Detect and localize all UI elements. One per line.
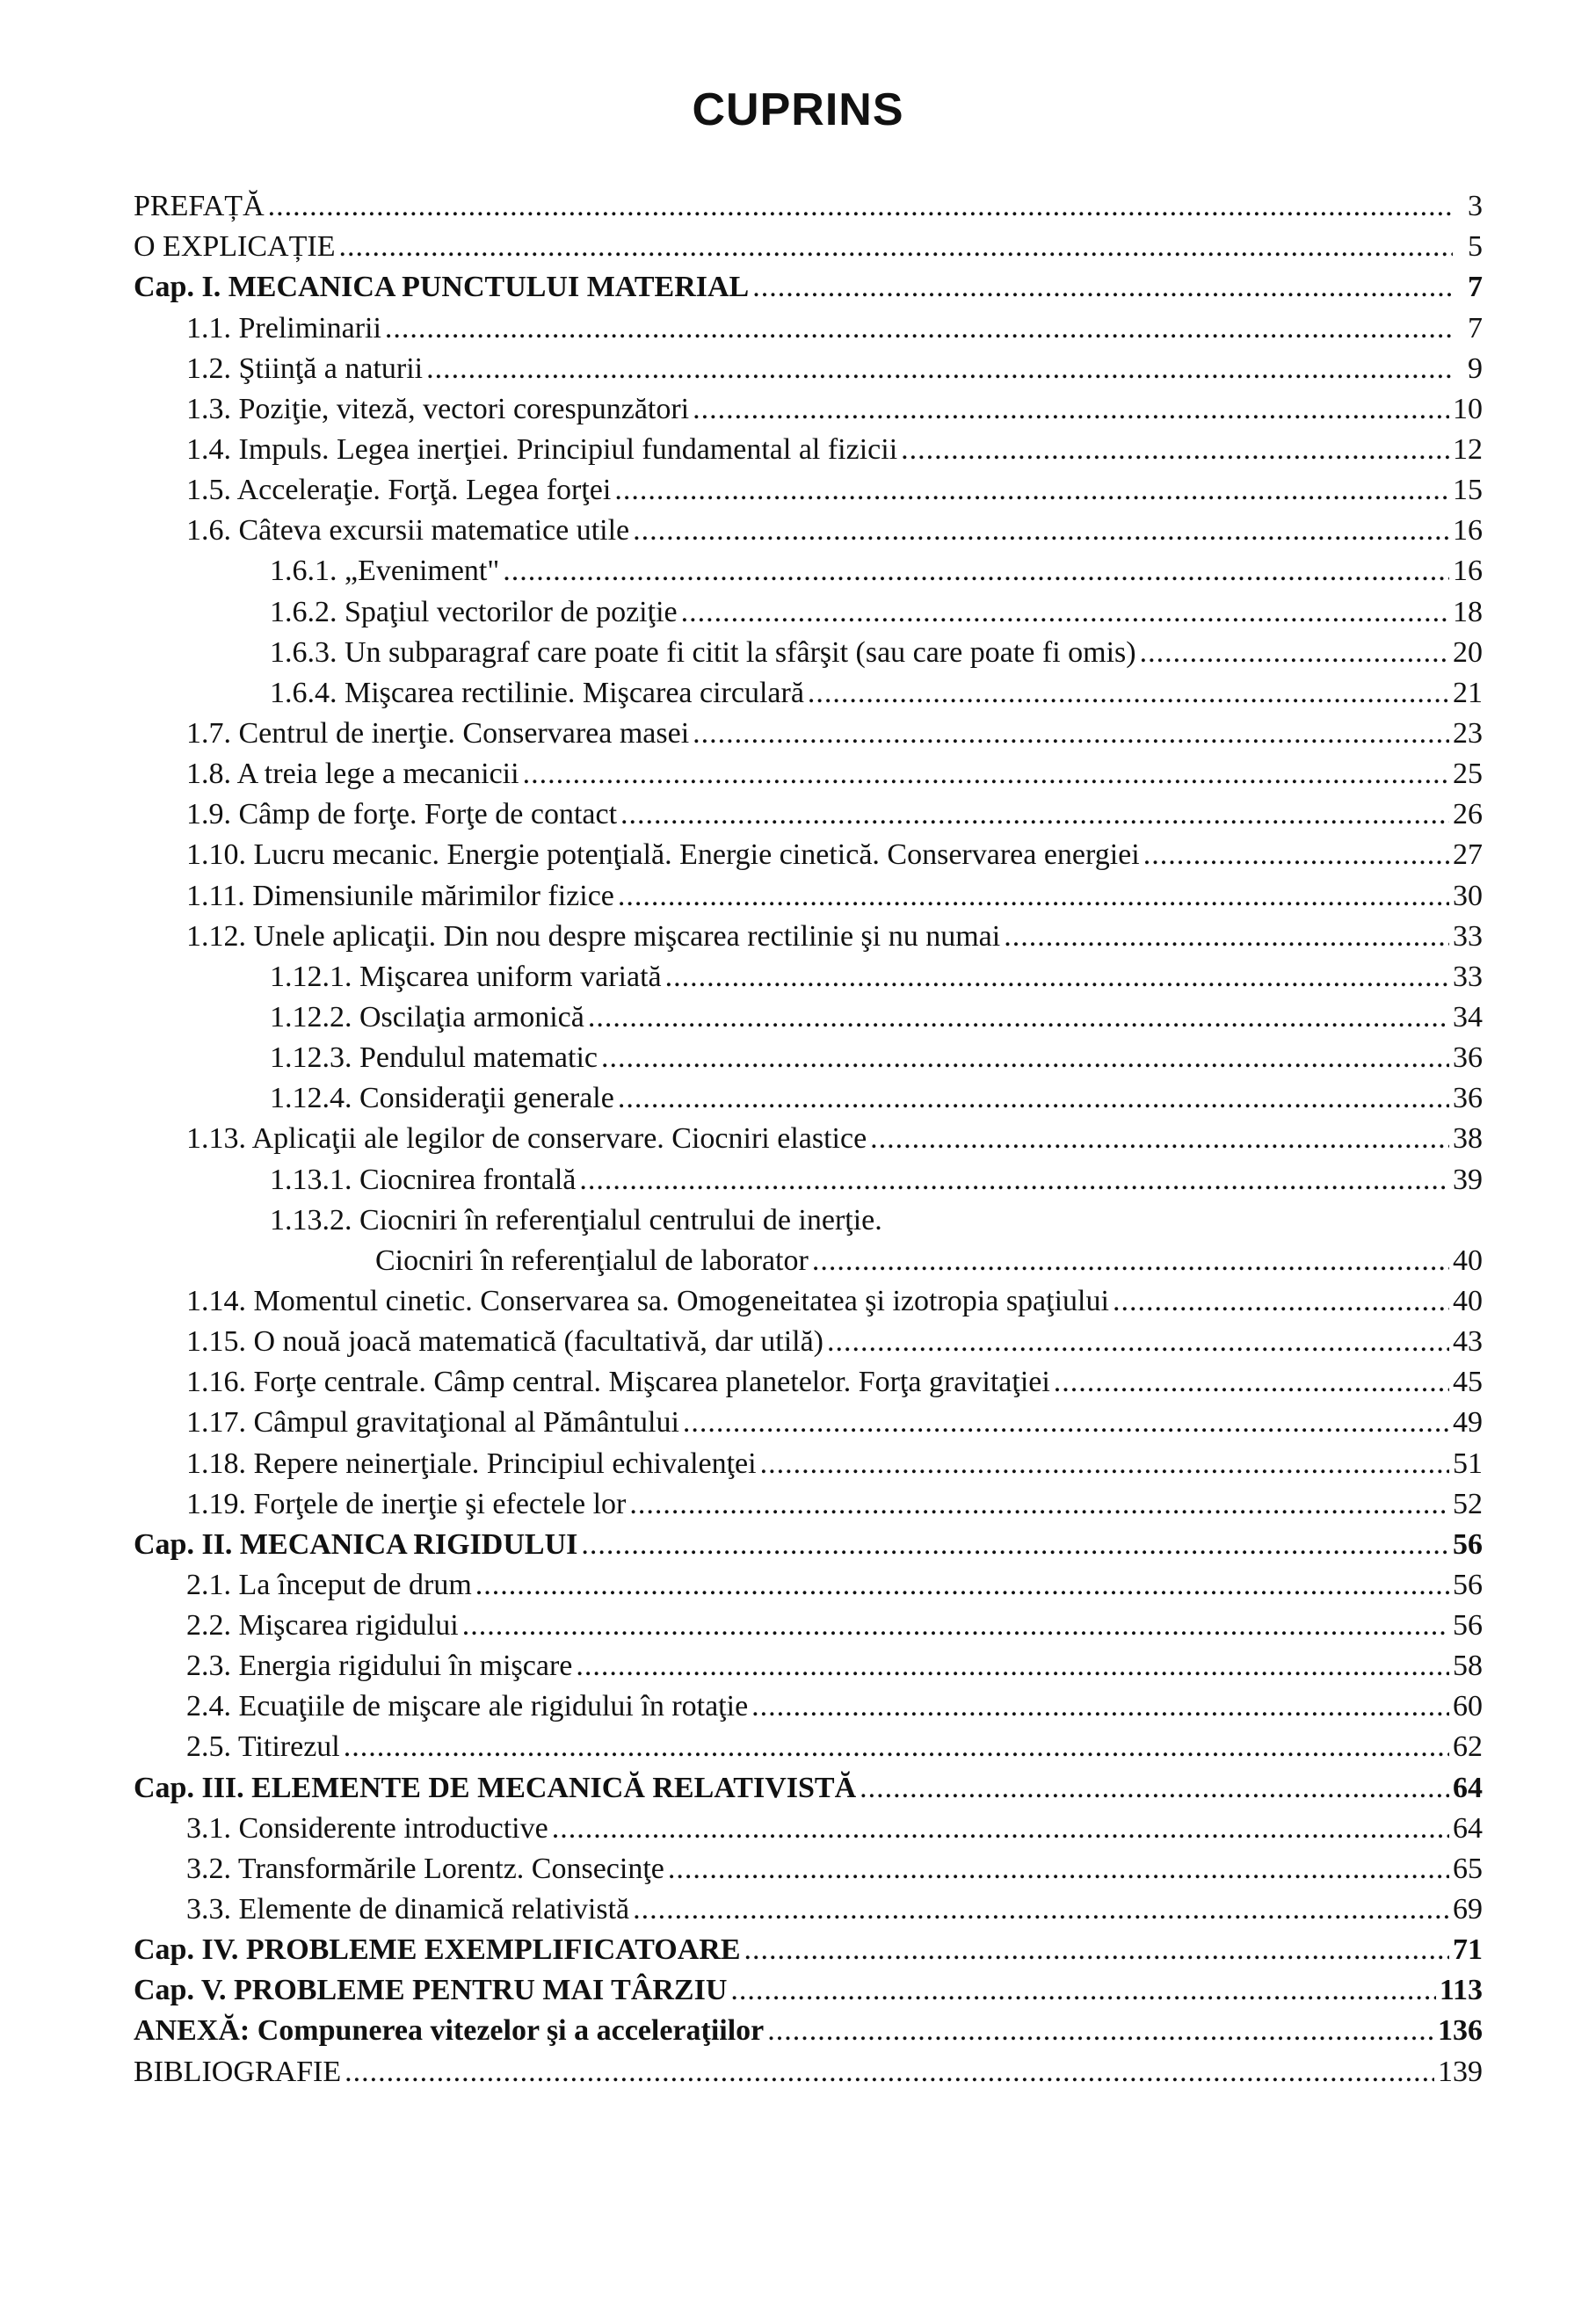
dot-leader <box>629 1488 1449 1521</box>
toc-entry <box>134 1115 1483 1156</box>
toc-entry-label: Cap. V. PROBLEME PENTRU MAI TÂRZIU <box>134 1974 728 2007</box>
toc-entry-label: 2.3. Energia rigidului în mişcare <box>186 1650 573 1683</box>
toc-entry-label: 2.2. Mişcarea rigidului <box>186 1609 459 1643</box>
toc-entry-label: Cap. III. ELEMENTE DE MECANICĂ RELATIVISTĂ <box>134 1771 857 1804</box>
toc-entry <box>134 831 1483 872</box>
toc-entry <box>134 1278 1483 1318</box>
toc-entry <box>134 1602 1483 1643</box>
toc-entry-label: 1.11. Dimensiunile mărimilor fizice <box>186 879 614 912</box>
toc-entry-page-number: 16 <box>1453 514 1483 548</box>
toc-entry-label: Cap. I. MECANICA PUNCTULUI MATERIAL <box>134 271 750 304</box>
toc-entry <box>134 183 1483 223</box>
toc-entry-label: 1.6.1. „Eveniment" <box>270 555 500 588</box>
toc-entry-label: 1.13. Aplicaţii ale legilor de conservare. Ciocniri elastice <box>186 1122 867 1156</box>
toc-entry-page-number: 9 <box>1468 352 1483 385</box>
dot-leader <box>1054 1366 1449 1399</box>
toc-entry <box>134 954 1483 994</box>
toc-entry-page-number: 5 <box>1468 230 1483 264</box>
toc-entry-label: 1.1. Preliminarii <box>186 311 381 344</box>
toc-entry <box>134 1926 1483 1967</box>
toc-entry-label: 1.7. Centrul de inerţie. Conservarea masei <box>186 716 690 750</box>
toc-entry-label: 1.9. Câmp de forţe. Forţe de contact <box>186 798 618 831</box>
toc-entry-page-number: 16 <box>1453 555 1483 588</box>
dot-leader <box>808 677 1449 710</box>
toc-entry <box>134 426 1483 467</box>
toc-entry <box>134 751 1483 791</box>
toc-entry <box>134 345 1483 386</box>
toc-entry-page-number: 26 <box>1453 798 1483 831</box>
toc-entry <box>134 548 1483 588</box>
toc-entry <box>134 1156 1483 1196</box>
toc-entry-page-number: 18 <box>1453 595 1483 628</box>
dot-leader <box>618 1082 1449 1115</box>
toc-entry-label: 1.6.4. Mişcarea rectilinie. Mişcarea circulară <box>270 676 804 709</box>
toc-entry-label: 1.12.4. Consideraţii generale <box>270 1082 614 1115</box>
toc-entry-page-number: 60 <box>1453 1690 1483 1723</box>
dot-leader <box>614 474 1449 507</box>
toc-entry-label: 1.13.1. Ciocnirea frontală <box>270 1163 577 1196</box>
toc-entry <box>134 1237 1483 1278</box>
toc-entry <box>134 1440 1483 1480</box>
toc-entry-page-number: 49 <box>1453 1406 1483 1440</box>
toc-entry-label: Cap. IV. PROBLEME EXEMPLIFICATOARE <box>134 1933 741 1967</box>
toc-entry-label: 1.12. Unele aplicaţii. Din nou despre mişcarea rectilinie şi nu numai <box>186 919 1001 953</box>
dot-leader <box>901 433 1449 467</box>
toc-entry-page-number: 3 <box>1468 190 1483 223</box>
dot-leader <box>618 880 1449 913</box>
toc-entry-label: 3.1. Considerente introductive <box>186 1811 548 1845</box>
dot-leader <box>744 1933 1450 1967</box>
toc-entry-page-number: 7 <box>1468 311 1483 344</box>
toc-entry-label: 1.16. Forţe centrale. Câmp central. Mişcarea planetelor. Forţa gravitaţiei <box>186 1366 1050 1399</box>
toc-entry-label: 1.17. Câmpul gravitaţional al Pământului <box>186 1406 679 1440</box>
toc-entry <box>134 386 1483 426</box>
toc-entry-label: O EXPLICAȚIE <box>134 230 336 264</box>
toc-entry-page-number: 62 <box>1453 1730 1483 1764</box>
toc-entry-page-number: 136 <box>1438 2014 1483 2048</box>
toc-entry <box>134 223 1483 264</box>
toc-entry-page-number: 34 <box>1453 1000 1483 1033</box>
toc-entry-page-number: 33 <box>1453 919 1483 953</box>
toc-entry <box>134 304 1483 344</box>
toc-entry-page-number: 52 <box>1453 1487 1483 1520</box>
toc-entry-page-number: 23 <box>1453 716 1483 750</box>
dot-leader <box>462 1609 1449 1643</box>
dot-leader <box>1004 920 1449 954</box>
toc-entry-page-number: 20 <box>1453 635 1483 669</box>
table-of-contents <box>134 183 1483 2089</box>
toc-entry-page-number: 65 <box>1453 1852 1483 1885</box>
toc-entry-page-number: 40 <box>1453 1284 1483 1317</box>
dot-leader <box>581 1528 1449 1562</box>
toc-entry-page-number: 33 <box>1453 960 1483 993</box>
toc-entry <box>134 2048 1483 2088</box>
toc-entry-page-number: 7 <box>1468 271 1483 304</box>
page-title: CUPRINS <box>692 84 904 135</box>
toc-entry <box>134 1886 1483 1926</box>
toc-entry-label: Ciocniri în referenţialul de laborator <box>375 1244 809 1277</box>
dot-leader <box>503 555 1449 588</box>
toc-entry-label: 3.2. Transformările Lorentz. Consecinţe <box>186 1852 664 1885</box>
dot-leader <box>827 1325 1449 1359</box>
dot-leader <box>338 230 1453 264</box>
toc-entry-label: 1.15. O nouă joacă matematică (facultativă, dar utilă) <box>186 1325 824 1359</box>
toc-entry <box>134 1075 1483 1115</box>
toc-entry-page-number: 71 <box>1453 1933 1483 1967</box>
dot-leader <box>683 1406 1449 1440</box>
toc-entry-page-number: 45 <box>1453 1366 1483 1399</box>
toc-entry-label: 2.5. Titirezul <box>186 1730 340 1764</box>
toc-entry-page-number: 69 <box>1453 1893 1483 1926</box>
toc-entry-page-number: 36 <box>1453 1082 1483 1115</box>
toc-entry <box>134 1967 1483 2007</box>
toc-entry <box>134 629 1483 670</box>
toc-entry <box>134 670 1483 710</box>
dot-leader <box>633 514 1449 548</box>
toc-entry-label: 1.6. Câteva excursii matematice utile <box>186 514 630 548</box>
toc-entry-label: ANEXĂ: Compunerea vitezelor şi a acceleraţiilor <box>134 2014 765 2048</box>
dot-leader <box>633 1893 1449 1926</box>
toc-entry-page-number: 56 <box>1453 1527 1483 1561</box>
toc-entry-page-number: 139 <box>1438 2055 1483 2088</box>
toc-entry <box>134 791 1483 831</box>
toc-entry-label: 3.3. Elemente de dinamică relativistă <box>186 1893 630 1926</box>
toc-entry <box>134 588 1483 628</box>
toc-entry-page-number: 43 <box>1453 1325 1483 1359</box>
toc-entry <box>134 710 1483 751</box>
toc-entry-label: 2.4. Ecuaţiile de mişcare ale rigidului în rotaţie <box>186 1690 749 1723</box>
dot-leader <box>751 1690 1449 1723</box>
dot-leader <box>767 2014 1434 2048</box>
dot-leader <box>552 1812 1449 1846</box>
toc-entry-page-number: 15 <box>1453 474 1483 507</box>
toc-entry-page-number: 39 <box>1453 1163 1483 1196</box>
dot-leader <box>268 190 1453 223</box>
toc-entry-label: PREFAȚĂ <box>134 190 265 223</box>
toc-entry <box>134 507 1483 548</box>
toc-entry-page-number: 40 <box>1453 1244 1483 1277</box>
toc-entry-page-number: 21 <box>1453 676 1483 709</box>
dot-leader <box>1143 838 1449 872</box>
toc-entry <box>134 1643 1483 1683</box>
dot-leader <box>752 271 1453 304</box>
toc-entry-page-number: 38 <box>1453 1122 1483 1156</box>
dot-leader <box>601 1041 1449 1075</box>
dot-leader <box>344 1730 1449 1764</box>
toc-entry-label: 1.5. Acceleraţie. Forţă. Legea forţei <box>186 474 612 507</box>
toc-entry <box>134 1318 1483 1359</box>
toc-entry <box>134 1683 1483 1723</box>
toc-entry-label: 1.8. A treia lege a mecanicii <box>186 758 519 791</box>
toc-entry-page-number: 113 <box>1439 1974 1483 2007</box>
toc-entry <box>134 1562 1483 1602</box>
dot-leader <box>523 758 1449 791</box>
toc-entry <box>134 264 1483 304</box>
toc-entry-label: 1.4. Impuls. Legea inerţiei. Principiul fundamental al fizicii <box>186 432 898 466</box>
toc-entry <box>134 1399 1483 1440</box>
toc-entry <box>134 1481 1483 1521</box>
toc-entry <box>134 1197 1483 1237</box>
toc-entry <box>134 1764 1483 1804</box>
toc-entry-page-number: 56 <box>1453 1568 1483 1601</box>
toc-entry-page-number: 51 <box>1453 1447 1483 1480</box>
dot-leader <box>665 961 1449 994</box>
dot-leader <box>385 312 1453 345</box>
toc-entry-page-number: 25 <box>1453 758 1483 791</box>
dot-leader <box>693 393 1449 426</box>
toc-entry-label: 1.18. Repere neinerţiale. Principiul echivalenţei <box>186 1447 757 1480</box>
toc-entry-label: Cap. II. MECANICA RIGIDULUI <box>134 1527 578 1561</box>
dot-leader <box>681 596 1449 629</box>
toc-entry <box>134 1846 1483 1886</box>
toc-entry <box>134 1034 1483 1075</box>
dot-leader <box>870 1122 1449 1156</box>
toc-entry-label: 1.10. Lucru mecanic. Energie potenţială. Energie cinetică. Conservarea energiei <box>186 838 1140 872</box>
dot-leader <box>345 2056 1434 2089</box>
toc-entry <box>134 1359 1483 1399</box>
toc-entry-label: 1.14. Momentul cinetic. Conservarea sa. Omogeneitatea şi izotropia spaţiului <box>186 1284 1109 1317</box>
toc-entry <box>134 1723 1483 1764</box>
toc-entry <box>134 913 1483 954</box>
toc-entry-label: 1.6.2. Spaţiul vectorilor de poziţie <box>270 595 678 628</box>
dot-leader <box>668 1853 1449 1886</box>
toc-entry-label: 1.12.1. Mişcarea uniform variată <box>270 960 662 993</box>
dot-leader <box>579 1164 1449 1197</box>
toc-entry-page-number: 30 <box>1453 879 1483 912</box>
toc-entry-label: 1.6.3. Un subparagraf care poate fi citit la sfârşit (sau care poate fi omis) <box>270 635 1136 669</box>
dot-leader <box>1113 1285 1449 1318</box>
dot-leader <box>812 1244 1449 1278</box>
toc-entry-page-number: 64 <box>1453 1771 1483 1804</box>
toc-entry-label: 1.3. Poziţie, viteză, vectori corespunzători <box>186 392 690 425</box>
toc-entry <box>134 872 1483 912</box>
toc-entry <box>134 467 1483 507</box>
dot-leader <box>760 1447 1449 1481</box>
dot-leader <box>860 1772 1449 1805</box>
dot-leader <box>730 1974 1435 2007</box>
toc-entry-label: 1.2. Ştiinţă a naturii <box>186 352 424 385</box>
dot-leader <box>1140 636 1449 670</box>
toc-entry <box>134 2007 1483 2048</box>
toc-entry-label: 1.19. Forţele de inerţie şi efectele lor <box>186 1487 627 1520</box>
dot-leader <box>426 352 1453 386</box>
toc-entry-label: 1.13.2. Ciocniri în referenţialul centrului de inerţie. <box>270 1203 882 1237</box>
dot-leader <box>693 717 1449 751</box>
dot-leader <box>886 1204 1453 1237</box>
dot-leader <box>588 1001 1449 1034</box>
toc-entry-page-number: 58 <box>1453 1650 1483 1683</box>
toc-entry-page-number: 36 <box>1453 1041 1483 1075</box>
toc-entry <box>134 1805 1483 1846</box>
toc-entry-label: 1.12.2. Oscilaţia armonică <box>270 1000 584 1033</box>
toc-entry <box>134 1521 1483 1562</box>
toc-entry-label: BIBLIOGRAFIE <box>134 2055 342 2088</box>
toc-entry-page-number: 56 <box>1453 1609 1483 1643</box>
toc-entry-label: 1.12.3. Pendulul matematic <box>270 1041 598 1075</box>
toc-entry <box>134 994 1483 1034</box>
toc-entry-page-number: 27 <box>1453 838 1483 872</box>
toc-entry-page-number: 12 <box>1453 432 1483 466</box>
dot-leader <box>620 798 1449 831</box>
toc-entry-label: 2.1. La început de drum <box>186 1568 472 1601</box>
toc-entry-page-number: 64 <box>1453 1811 1483 1845</box>
dot-leader <box>475 1569 1449 1602</box>
toc-entry-page-number: 10 <box>1453 392 1483 425</box>
dot-leader <box>576 1650 1449 1683</box>
